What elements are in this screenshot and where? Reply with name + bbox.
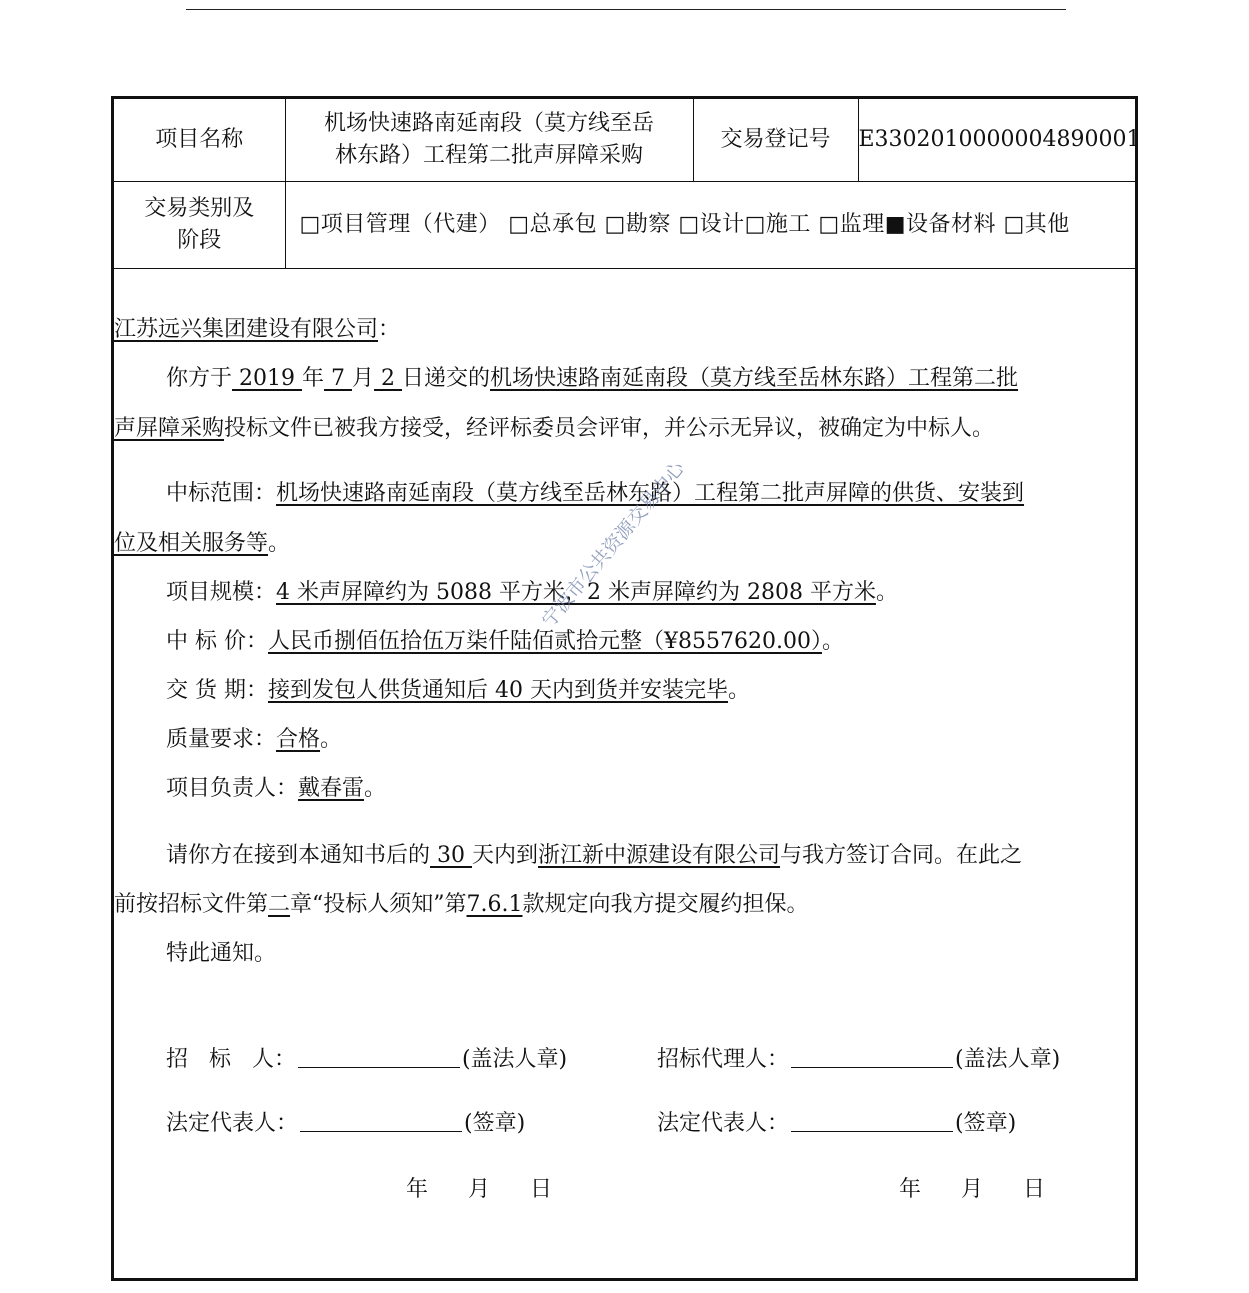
scope-value-2: 位及相关服务等 [114, 531, 269, 556]
submit-day: 2 [374, 366, 402, 391]
submit-year: 2019 [232, 366, 302, 391]
tenderer-sign: 招 标 人： (盖法人章) [166, 1047, 568, 1072]
category-label: 交易类别及 阶段 [114, 182, 285, 269]
paragraph-submission-2: 声屏障采购投标文件已被我方接受，经评标委员会评审，并公示无异议，被确定为中标人。 [114, 416, 995, 441]
project-name-value: 机场快速路南延南段（莫方线至岳 林东路）工程第二批声屏障采购 [285, 99, 693, 182]
tenderer-rep-blank [300, 1109, 462, 1132]
contract-line-1: 请你方在接到本通知书后的 30 天内到浙江新中源建设有限公司与我方签订合同。在此之 [166, 843, 1023, 868]
delivery-value: 接到发包人供货通知后 40 天内到货并安装完毕 [268, 678, 728, 703]
quality-line: 质量要求：合格。 [166, 727, 343, 752]
addressee-line: 江苏远兴集团建设有限公司： [114, 317, 401, 342]
top-rule [186, 9, 1066, 10]
agent-date: 年 月 日 [899, 1177, 1046, 1202]
contract-days: 30 [430, 843, 472, 868]
submit-month: 7 [324, 366, 352, 391]
tenderer-rep-sign: 法定代表人： (签章) [166, 1111, 526, 1136]
contract-chapter: 二 [268, 892, 291, 917]
delivery-line: 交 货 期：接到发包人供货通知后 40 天内到货并安装完毕。 [166, 678, 750, 703]
contract-company: 浙江新中源建设有限公司 [538, 843, 781, 868]
manager-line: 项目负责人：戴春雷。 [166, 776, 387, 801]
price-line: 中 标 价：人民币捌佰伍拾伍万柒仟陆佰贰拾元整（¥8557620.00）。 [166, 629, 844, 654]
paragraph-submission-1: 你方于 2019 年 7 月 2 日递交的机场快速路南延南段（莫方线至岳林东路）工程第二批 [166, 366, 1019, 391]
agent-rep-blank [791, 1109, 953, 1132]
agent-blank [791, 1045, 953, 1068]
scope-value-1: 机场快速路南延南段（莫方线至岳林东路）工程第二批声屏障的供货、安装到 [276, 481, 1025, 506]
scale-value: 4 米声屏障约为 5088 平方米，2 米声屏障约为 2808 平方米 [276, 580, 876, 605]
tenderer-date: 年 月 日 [406, 1177, 553, 1202]
project-name-label: 项目名称 [114, 99, 285, 182]
tenderer-blank [298, 1045, 460, 1068]
notice-frame [111, 96, 1141, 1281]
registration-number: E3302010000004890001 [858, 99, 1135, 182]
category-options: □项目管理（代建） □总承包 □勘察 □设计□施工 □监理■设备材料 □其他 [285, 182, 1135, 269]
price-value: 人民币捌佰伍拾伍万柒仟陆佰贰拾元整（¥8557620.00） [268, 629, 822, 654]
info-table [114, 99, 1141, 269]
agent-rep-sign: 法定代表人： (签章) [657, 1111, 1017, 1136]
project-title-2: 声屏障采购 [114, 416, 225, 441]
manager-value: 戴春雷 [298, 776, 365, 801]
official-stamp: 宁波市公共资源交易中心 [537, 457, 689, 632]
quality-value: 合格 [276, 727, 321, 752]
contract-clause: 7.6.1 [466, 892, 523, 917]
scope-line-1: 中标范围：机场快速路南延南段（莫方线至岳林东路）工程第二批声屏障的供货、安装到 [166, 481, 1025, 506]
project-title-1: 机场快速路南延南段（莫方线至岳林东路）工程第二批 [490, 366, 1019, 391]
scope-line-2: 位及相关服务等。 [114, 531, 291, 556]
registration-label: 交易登记号 [693, 99, 858, 182]
contract-line-2: 前按招标文件第二章“投标人须知”第7.6.1款规定向我方提交履约担保。 [114, 892, 809, 917]
agent-sign: 招标代理人： (盖法人章) [657, 1047, 1061, 1072]
addressee: 江苏远兴集团建设有限公司 [114, 317, 379, 342]
notice-line: 特此通知。 [166, 941, 277, 966]
scale-line: 项目规模：4 米声屏障约为 5088 平方米，2 米声屏障约为 2808 平方米。 [166, 580, 898, 605]
